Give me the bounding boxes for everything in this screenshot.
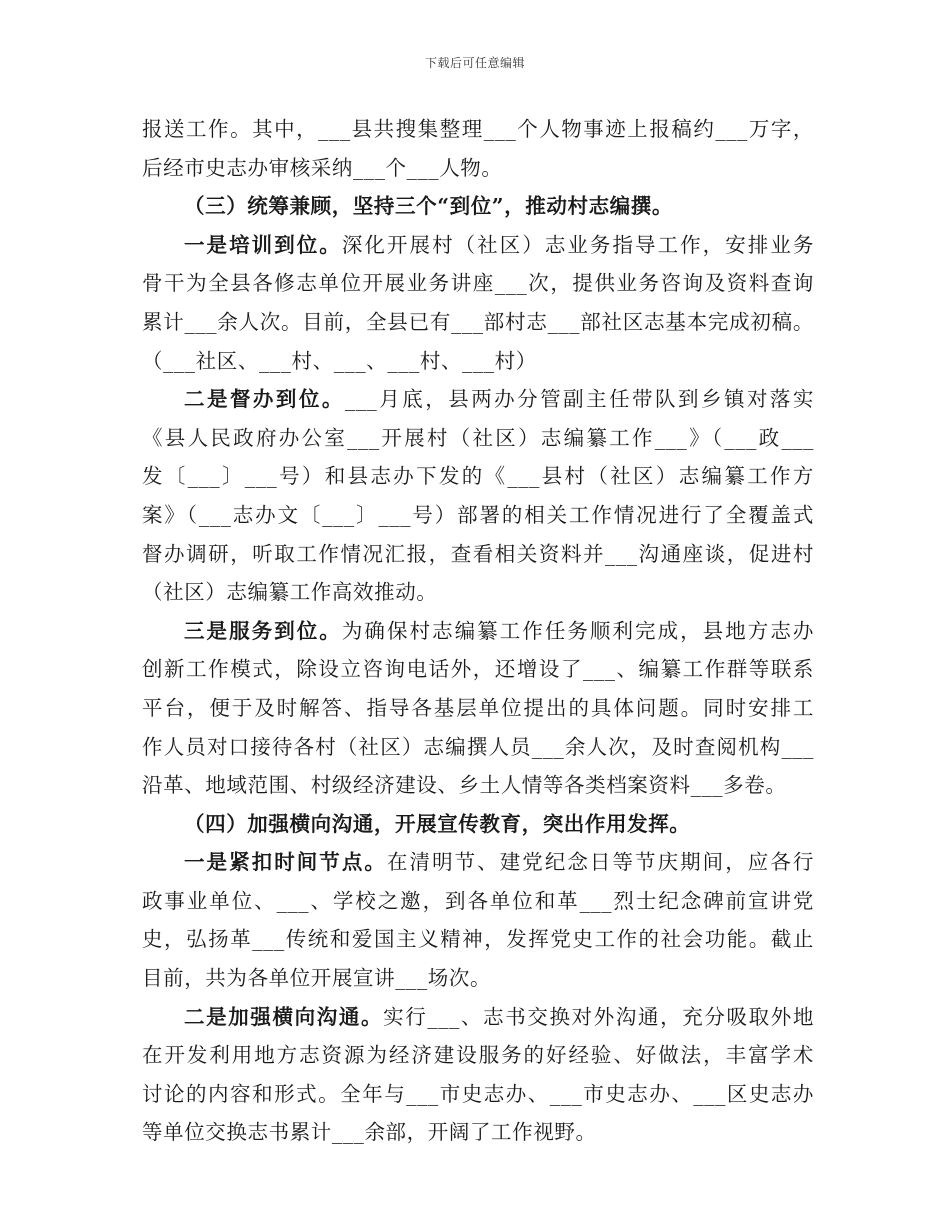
text-line: 讨论的内容和形式。全年与___市史志办、___市史志办、___区史志办 bbox=[142, 1081, 814, 1106]
text-line: 平台，便于及时解答、指导各基层单位提出的具体问题。同时安排工 bbox=[142, 695, 814, 720]
paragraph-lead: 一是紧扣时间节点。 bbox=[184, 850, 387, 875]
text-run: 深化开展村（社区）志业务指导工作，安排业务 bbox=[341, 232, 814, 257]
text-line: 后经市史志办审核采纳___个___人物。 bbox=[142, 155, 503, 180]
text-line: 创新工作模式，除设立咨询电话外，还增设了___、编纂工作群等联系 bbox=[142, 657, 814, 682]
text-line: 报送工作。其中，___县共搜集整理___个人物事迹上报稿约___万字， bbox=[142, 117, 814, 141]
section-heading: （四）加强横向沟通，开展宣传教育，突出作用发挥。 bbox=[184, 811, 691, 836]
document-body bbox=[142, 110, 814, 1152]
text-line: 在开发利用地方志资源为经济建设服务的好经验、好做法，丰富学术 bbox=[142, 1043, 814, 1068]
paragraph-lead: 二是加强横向沟通。 bbox=[184, 1004, 384, 1029]
text-line: 等单位交换志书累计___余部，开阔了工作视野。 bbox=[142, 1120, 597, 1145]
text-line: （社区）志编纂工作高效推动。 bbox=[142, 580, 438, 605]
paragraph-first-line bbox=[142, 226, 814, 265]
text-line: 发〔___〕___号）和县志办下发的《___县村（社区）志编纂工作方 bbox=[142, 464, 814, 489]
text-line: 《县人民政府办公室___开展村（社区）志编纂工作___》（___政___ bbox=[142, 425, 814, 450]
text-line: 史，弘扬革___传统和爱国主义精神，发挥党史工作的社会功能。截止 bbox=[142, 927, 814, 952]
text-line: 作人员对口接待各村（社区）志编撰人员___余人次，及时查阅机构___ bbox=[142, 734, 814, 759]
paragraph-lead: 三是服务到位。 bbox=[184, 618, 342, 643]
paragraph-lead: 一是培训到位。 bbox=[184, 232, 342, 257]
text-run: ___月底，县两办分管副主任带队到乡镇对落实 bbox=[344, 387, 815, 412]
text-line: 沿革、地域范围、村级经济建设、乡土人情等各类档案资料___多卷。 bbox=[142, 773, 787, 798]
text-line: 累计___余人次。目前，全县已有___部村志___部社区志基本完成初稿。 bbox=[142, 309, 814, 334]
section-heading: （三）统筹兼顾，坚持三个“到位”，推动村志编撰。 bbox=[184, 194, 673, 219]
text-line: 目前，共为各单位开展宣讲___场次。 bbox=[142, 966, 492, 991]
page-header: 下载后可任意编辑 bbox=[424, 56, 525, 70]
text-line: 督办调研，听取工作情况汇报，查看相关资料并___沟通座谈，促进村 bbox=[142, 541, 814, 566]
paragraph-lead: 二是督办到位。 bbox=[184, 387, 345, 412]
text-line: 骨干为全县各修志单位开展业务讲座___次，提供业务咨询及资料查询 bbox=[142, 271, 814, 296]
text-line: 政事业单位、___、学校之邀，到各单位和革___烈士纪念碑前宣讲党 bbox=[142, 888, 814, 913]
paragraph-first-line bbox=[142, 380, 814, 419]
text-line: （___社区、___村、___、___村、___村） bbox=[142, 348, 537, 373]
text-run: 实行___、志书交换对外沟通，充分吸取外地 bbox=[383, 1004, 814, 1029]
text-run: 在清明节、建党纪念日等节庆期间，应各行 bbox=[386, 850, 814, 875]
paragraph-first-line bbox=[142, 843, 814, 882]
text-line: 案》（___志办文〔___〕___号）部署的相关工作情况进行了全覆盖式 bbox=[142, 502, 814, 527]
text-run: 为确保村志编纂工作任务顺利完成，县地方志办 bbox=[341, 618, 814, 643]
paragraph-first-line bbox=[142, 612, 814, 651]
paragraph-first-line bbox=[142, 998, 814, 1037]
